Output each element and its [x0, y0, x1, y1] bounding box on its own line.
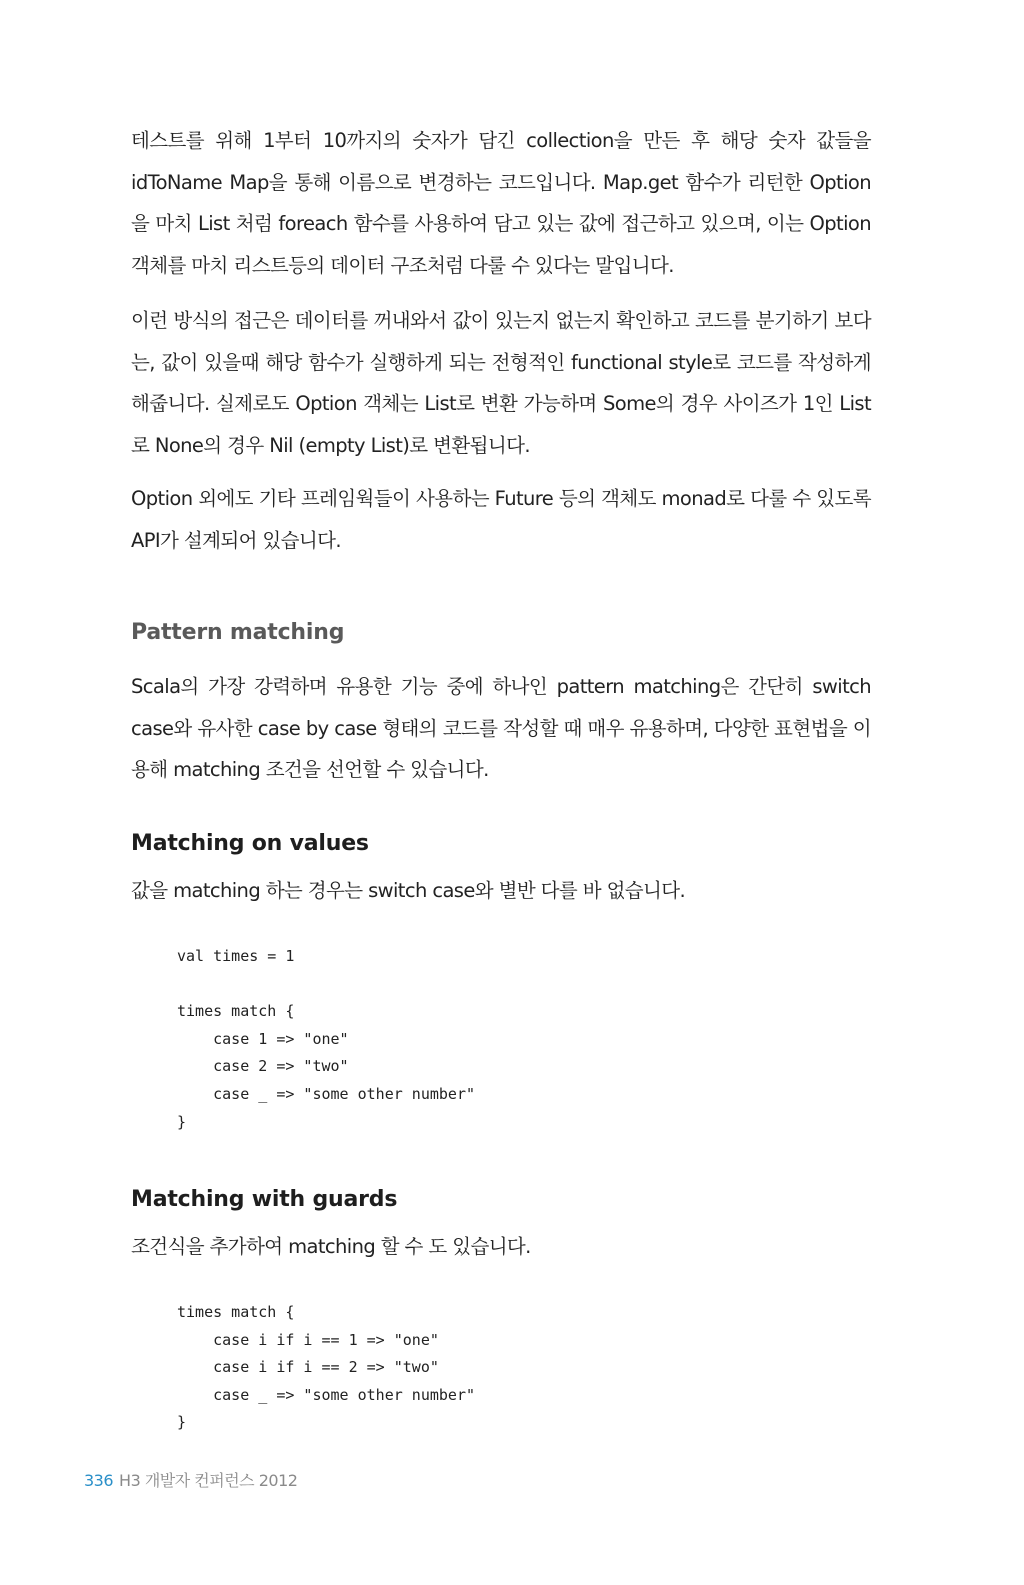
page-number: 336: [84, 1471, 114, 1490]
code-line: case _ => "some other number": [177, 1385, 476, 1404]
paragraph-matching-values: 값을 matching 하는 경우는 switch case와 별반 다를 바 없습니다.: [131, 879, 686, 902]
code-line: times match {: [177, 1303, 295, 1321]
paragraph-pattern-matching-intro: Scala의 가장 강력하며 유용한 기능 중에 하나인 pattern matching은 간단히 switch case와 유사한 case by case 형태의 코드를 작성할 때 매우 유용하며, 다양한 표현법을 이용해 matching 조건을 선언할 수 있습니다.: [131, 675, 871, 781]
section-heading-matching-on-values: Matching on values: [131, 831, 369, 856]
paragraph-monad-api: Option 외에도 기타 프레임웍들이 사용하는 Future 등의 객체도 monad로 다룰 수 있도록 API가 설계되어 있습니다.: [131, 487, 871, 552]
section-heading-matching-with-guards: Matching with guards: [131, 1187, 398, 1212]
paragraph-functional-style: 이런 방식의 접근은 데이터를 꺼내와서 값이 있는지 없는지 확인하고 코드를 분기하기 보다는, 값이 있을때 해당 함수가 실행하게 되는 전형적인 functional style로 코드를 작성하게 해줍니다. 실제로도 Option 객체는 List로 변환 가능하며 Some의 경우 사이즈가 1인 List로 None의 경우 Nil (empty List)로 변환됩니다.: [131, 309, 871, 457]
section-heading-pattern-matching: Pattern matching: [131, 620, 345, 645]
code-line: case _ => "some other number": [177, 1084, 476, 1103]
code-line: case i if i == 2 => "two": [177, 1358, 439, 1377]
code-line: [177, 971, 475, 999]
paragraph-matching-guards: 조건식을 추가하여 matching 할 수 도 있습니다.: [131, 1235, 531, 1258]
code-line: times match {: [177, 1002, 295, 1021]
code-line: case i if i == 1 => "one": [177, 1330, 439, 1349]
paragraph-option-foreach: 테스트를 위해 1부터 10까지의 숫자가 담긴 collection을 만든 후 해당 숫자 값들을 idToName Map을 통해 이름으로 변경하는 코드입니다. Map.get 함수가 리턴한 Option을 마치 List 처럼 foreach 함수를 사용하여 담고 있는 값에 접근하고 있으며, 이는 Option 객체를 마치 리스트등의 데이터 구조처럼 다룰 수 있다는 말입니다.: [131, 129, 871, 277]
footer-title: H3 개발자 컨퍼런스 2012: [119, 1471, 298, 1490]
page-footer: [84, 1468, 297, 1491]
code-line: case 1 => "one": [177, 1029, 349, 1048]
code-block-matching-values: [177, 943, 475, 1136]
code-line: case 2 => "two": [177, 1057, 349, 1076]
code-line: }: [177, 1112, 187, 1131]
code-line: val times = 1: [177, 947, 295, 965]
code-block-matching-guards: [177, 1299, 475, 1437]
code-line: }: [177, 1413, 187, 1432]
